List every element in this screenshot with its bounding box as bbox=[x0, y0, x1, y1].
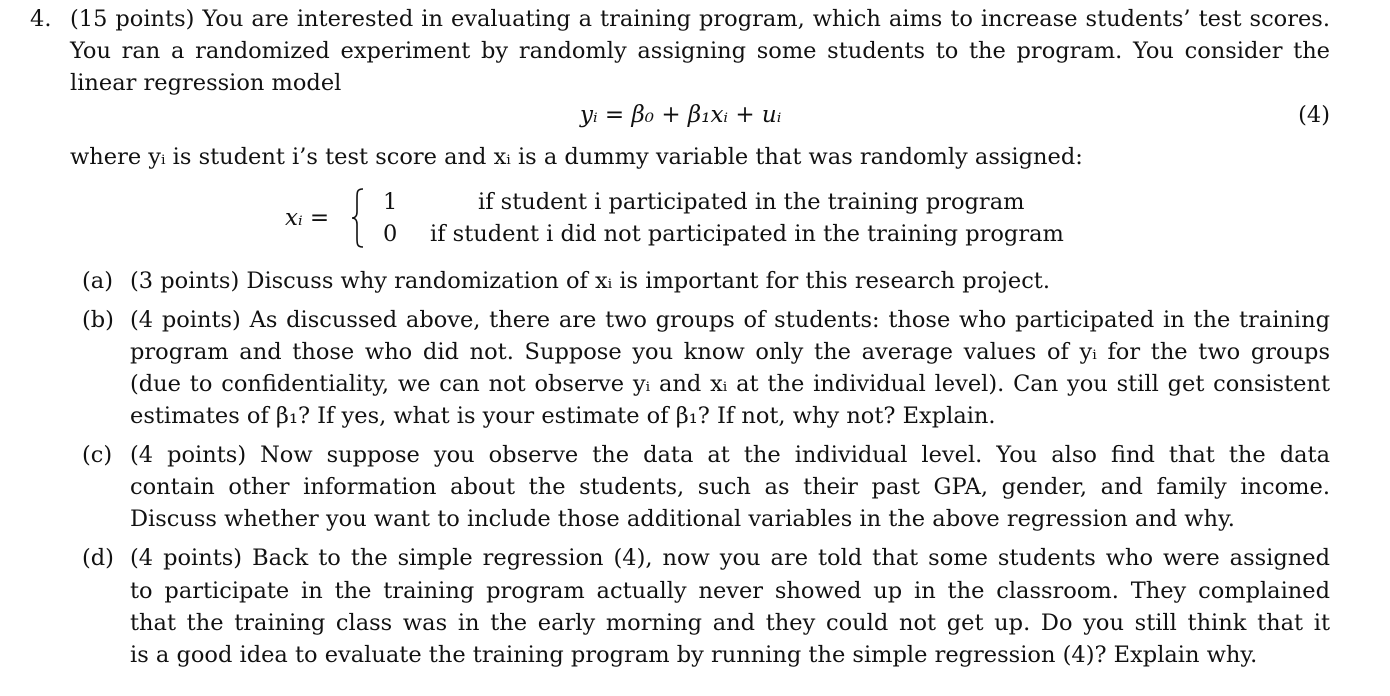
part-b-line-3: (due to confidentiality, we can not observe yᵢ and xᵢ at the individual level). Can you still get consistent bbox=[130, 371, 1330, 397]
part-c-line-3: Discuss whether you want to include those additional variables in the above regression and why. bbox=[130, 506, 1235, 532]
regression-equation: yᵢ = β₀ + β₁xᵢ + uᵢ bbox=[580, 102, 782, 128]
part-d-line-4: is a good idea to evaluate the training program by running the simple regression (4)? Explain why. bbox=[130, 642, 1258, 668]
part-d-label: (d) bbox=[82, 545, 114, 571]
case-2-value: 0 bbox=[383, 221, 398, 247]
case-1-value: 1 bbox=[383, 189, 398, 215]
part-c-line-2: contain other information about the students, such as their past GPA, gender, and family income. bbox=[130, 474, 1330, 500]
question-number: 4. bbox=[30, 6, 52, 32]
part-b-line-1: (4 points) As discussed above, there are two groups of students: those who participated in the training bbox=[130, 307, 1330, 333]
part-d-line-3: that the training class was in the early morning and they could not get up. Do you still think that it bbox=[130, 610, 1330, 636]
left-brace-icon bbox=[351, 188, 365, 248]
part-b-line-2: program and those who did not. Suppose you know only the average values of yᵢ for the two groups bbox=[130, 339, 1330, 365]
intro-line-2: You ran a randomized experiment by randomly assigning some students to the program. You consider the bbox=[70, 38, 1330, 64]
where-line: where yᵢ is student i’s test score and xᵢ is a dummy variable that was randomly assigned: bbox=[70, 144, 1083, 170]
equation-number: (4) bbox=[1298, 102, 1330, 128]
case-2-text: if student i did not participated in the training program bbox=[430, 221, 1064, 247]
part-d-line-1: (4 points) Back to the simple regression (4), now you are told that some students who were assigned bbox=[130, 545, 1330, 571]
part-a-line-1: (3 points) Discuss why randomization of xᵢ is important for this research project. bbox=[130, 268, 1050, 294]
intro-line-3: linear regression model bbox=[70, 70, 342, 96]
part-b-label: (b) bbox=[82, 307, 114, 333]
case-1-text: if student i participated in the training program bbox=[478, 189, 1025, 215]
part-d-line-2: to participate in the training program actually never showed up in the classroom. They complained bbox=[130, 578, 1330, 604]
cases-lhs: xᵢ = bbox=[285, 205, 330, 231]
part-b-line-4: estimates of β₁? If yes, what is your estimate of β₁? If not, why not? Explain. bbox=[130, 403, 996, 429]
part-c-line-1: (4 points) Now suppose you observe the data at the individual level. You also find that the data bbox=[130, 442, 1330, 468]
part-a-label: (a) bbox=[82, 268, 113, 294]
intro-line-1: (15 points) You are interested in evaluating a training program, which aims to increase students’ test scores. bbox=[70, 6, 1330, 32]
part-c-label: (c) bbox=[82, 442, 113, 468]
